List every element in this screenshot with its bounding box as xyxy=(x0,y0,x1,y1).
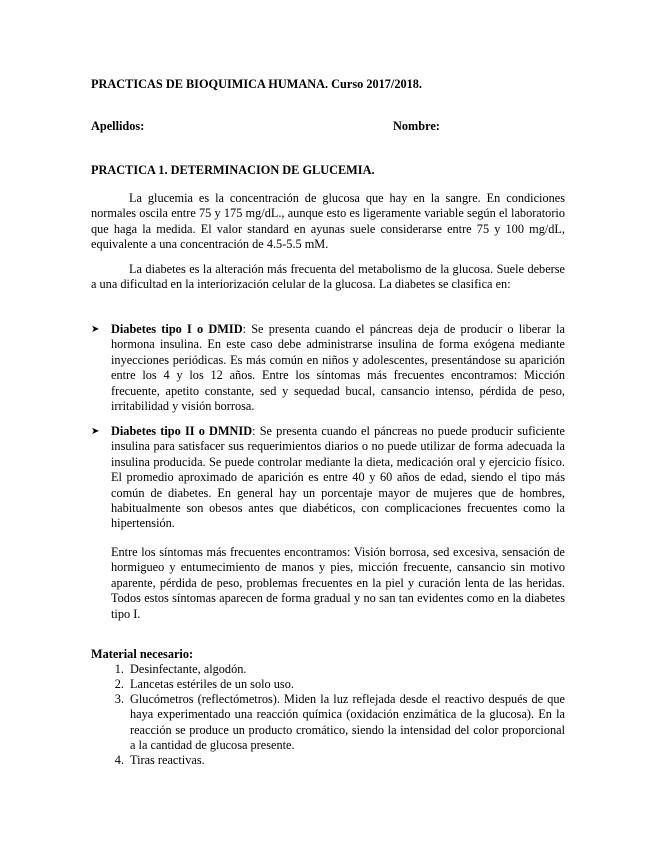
symptoms-paragraph: Entre los síntomas más frecuentes encontramos: Visión borrosa, sed excesiva, sensación de hormigueo y entumecimiento de manos y pies, micción frecuente, cansancio sin motivo aparente, pérdida de peso, problemas frecuentes en la piel y curación lenta de las heridas. Todos estos síntomas aparecen de forma gradual y no san tan evidentes como en la diabetes tipo I. xyxy=(111,545,565,621)
list-text: Desinfectante, algodón. xyxy=(130,662,247,676)
document-title: PRACTICAS DE BIOQUIMICA HUMANA. Curso 2017/2018. xyxy=(91,77,423,91)
arrow-bullet-icon: ➤ xyxy=(91,324,100,335)
list-text: Lancetas estériles de un solo uso. xyxy=(130,677,294,691)
bullet-text xyxy=(111,322,565,414)
intro-paragraph: La glucemia es la concentración de glucosa que hay en la sangre. En condiciones normales oscila entre 75 y 175 mg/dL., aunque esto es ligeramente variable según el laboratorio que haga la medida. El valor standard en ayunas suele considerarse entre 75 y 100 mg/dL, equivalente a una concentración de 4.5-5.5 mM. xyxy=(91,191,565,252)
list-text: Glucómetros (reflectómetros). Miden la luz reflejada desde el reactivo después de que haya experimentado una reacción química (oxidación enzimática de la glucosa). En la reacción se produce un producto cromático, siendo la intensidad del color proporcional a la cantidad de glucosa presente. xyxy=(130,692,565,753)
apellidos-label: Apellidos: xyxy=(91,119,145,133)
bullet-body: : Se presenta cuando el páncreas deja de producir o liberar la hormona insulina. En este caso debe administrarse insulina de forma exógena mediante inyecciones periódicas. Es más común en niños y adolescentes, presentándose su aparición entre los 4 y los 12 años. Entre los síntomas más frecuentes encontramos: Micción frecuente, apetito constante, sed y sequedad bucal, cansancio intenso, pérdida de peso, irritabilidad y visión borrosa. xyxy=(111,322,565,414)
arrow-bullet-icon: ➤ xyxy=(91,426,100,437)
list-number: 2. xyxy=(114,677,124,691)
bullet-body: : Se presenta cuando el páncreas no puede producir suficiente insulina para satisfacer sus requerimientos diarios o no puede utilizar de forma adecuada la insulina producida. Se puede controlar mediante la dieta, medicación oral y ejercicio físico. El promedio aproximado de aparición es entre 40 y 60 años de edad, siendo el tipo más común de diabetes. En general hay un porcentaje mayor de mujeres que de hombres, habitualmente son obesos antes que diabéticos, con complicaciones frecuentes como la hipertensión. xyxy=(111,424,565,531)
diabetes-paragraph: La diabetes es la alteración más frecuenta del metabolismo de la glucosa. Suele deberse a una dificultad en la interiorización celular de la glucosa. La diabetes se clasifica en: xyxy=(91,262,565,292)
practica-heading: PRACTICA 1. DETERMINACION DE GLUCEMIA. xyxy=(91,163,375,177)
material-heading: Material necesario: xyxy=(91,647,194,661)
bullet-term: Diabetes tipo I o DMID xyxy=(111,322,243,336)
list-number: 4. xyxy=(114,753,124,767)
nombre-label: Nombre: xyxy=(393,119,440,133)
list-number: 1. xyxy=(114,662,124,676)
list-text: Tiras reactivas. xyxy=(130,753,205,767)
bullet-text xyxy=(111,424,565,532)
list-number: 3. xyxy=(114,692,124,706)
bullet-term: Diabetes tipo II o DMNID xyxy=(111,424,253,438)
